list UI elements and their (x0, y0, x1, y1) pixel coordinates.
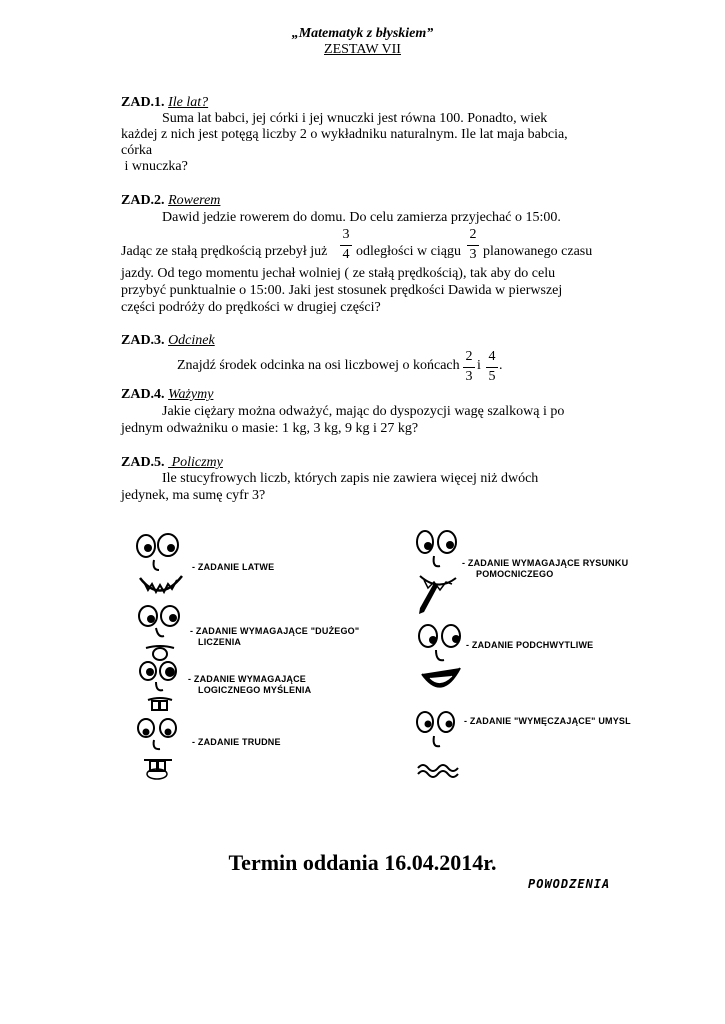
fraction-numerator: 3 (342, 227, 350, 242)
fraction-denominator: 3 (465, 369, 473, 384)
wavy-mouth-face-icon (412, 710, 462, 782)
task-2-line: odległości w ciągu (356, 244, 461, 259)
legend-exhausting-label: - ZADANIE "WYMĘCZAJĄCE" UMYSL (464, 716, 631, 726)
task-3-title: Odcinek (168, 333, 215, 348)
fraction-denominator: 3 (469, 247, 477, 262)
task-4-heading (121, 387, 213, 403)
legend-calc-label-2: LICZENIA (198, 637, 242, 647)
legend-logic-label-2: LOGICZNEGO MYŚLENIA (198, 685, 312, 695)
task-2-line: jazdy. Od tego momentu jechał wolniej ( ze stałą prędkością), tak aby do celu (121, 266, 556, 281)
fraction-numerator: 2 (465, 349, 473, 364)
task-4-number: ZAD.4. (121, 387, 165, 402)
task-5-number: ZAD.5. (121, 455, 165, 470)
task-3-heading (121, 333, 215, 349)
good-luck-text: POWODZENIA (528, 877, 611, 891)
legend-drawing-label-1: - ZADANIE WYMAGAJĄCE RYSUNKU (462, 558, 629, 568)
task-2-line: planowanego czasu (483, 244, 593, 259)
task-2-fraction (340, 228, 352, 262)
task-2-line: przybyć punktualnie o 15:00. Jaki jest stosunek prędkości Dawida w pierwszej (121, 283, 563, 298)
task-3-line: . (499, 358, 503, 373)
task-1-line: córka (121, 143, 153, 158)
task-2-line: Dawid jedzie rowerem do domu. Do celu zamierza przyjechać o 15:00. (162, 210, 561, 225)
task-3-fraction (463, 350, 475, 384)
task-2-line: Jadąc ze stałą prędkością przebył już (121, 244, 328, 259)
task-1-title: Ile lat? (168, 95, 209, 110)
worksheet-set: ZESTAW VII (324, 42, 401, 57)
task-3-line: i (477, 358, 481, 373)
task-2-title: Rowerem (168, 193, 221, 208)
task-4-line: jednym odważniku o masie: 1 kg, 3 kg, 9 kg i 27 kg? (121, 421, 419, 436)
task-3-fraction (486, 350, 498, 384)
task-1-line: każdej z nich jest potęgą liczby 2 o wykładniku naturalnym. Ile lat maja babcia, (121, 127, 568, 142)
legend-easy-label: - ZADANIE LATWE (192, 562, 275, 572)
task-4-line: Jakie ciężary można odważyć, mając do dyspozycji wagę szalkową i po (162, 404, 565, 419)
tongue-face-icon (134, 604, 188, 664)
legend-tricky-label: - ZADANIE PODCHWYTLIWE (466, 640, 594, 650)
task-1-heading (121, 95, 208, 111)
task-4-title: Ważymy (168, 387, 214, 402)
task-1-line: i wnuczka? (121, 159, 188, 174)
legend-hard-label: - ZADANIE TRUDNE (192, 737, 281, 747)
smiling-face-icon (132, 532, 188, 610)
fraction-denominator: 4 (342, 247, 350, 262)
worried-face-icon (134, 716, 184, 782)
task-5-heading (121, 455, 223, 471)
deadline-text: Termin oddania 16.04.2014r. (228, 850, 497, 875)
task-3-number: ZAD.3. (121, 333, 165, 348)
teeth-face-icon (136, 660, 186, 716)
legend-drawing-label-2: POMOCNICZEGO (476, 569, 554, 579)
fraction-denominator: 5 (488, 369, 496, 384)
task-1-number: ZAD.1. (121, 95, 165, 110)
fraction-numerator: 4 (488, 349, 496, 364)
legend-calc-label-1: - ZADANIE WYMAGAJĄCE "DUŻEGO" (190, 626, 360, 636)
sly-face-icon (414, 622, 466, 700)
task-2-number: ZAD.2. (121, 193, 165, 208)
legend-logic-label-1: - ZADANIE WYMAGAJĄCE (188, 674, 306, 684)
task-5-line: jedynek, ma sumę cyfr 3? (121, 488, 266, 503)
task-2-line: części podróży do prędkości w drugiej części? (121, 300, 381, 315)
pencil-face-icon (412, 528, 462, 618)
task-1-line: Suma lat babci, jej córki i jej wnuczki jest równa 100. Ponadto, wiek (162, 111, 548, 126)
task-5-line: Ile stucyfrowych liczb, których zapis nie zawiera więcej niż dwóch (162, 471, 539, 486)
task-2-heading (121, 193, 220, 209)
task-3-line: Znajdź środek odcinka na osi liczbowej o końcach (177, 358, 460, 373)
worksheet-title: „Matematyk z błyskiem” (291, 26, 434, 41)
task-2-fraction (467, 228, 479, 262)
task-5-title: Policzmy (168, 455, 223, 470)
fraction-numerator: 2 (469, 227, 477, 242)
